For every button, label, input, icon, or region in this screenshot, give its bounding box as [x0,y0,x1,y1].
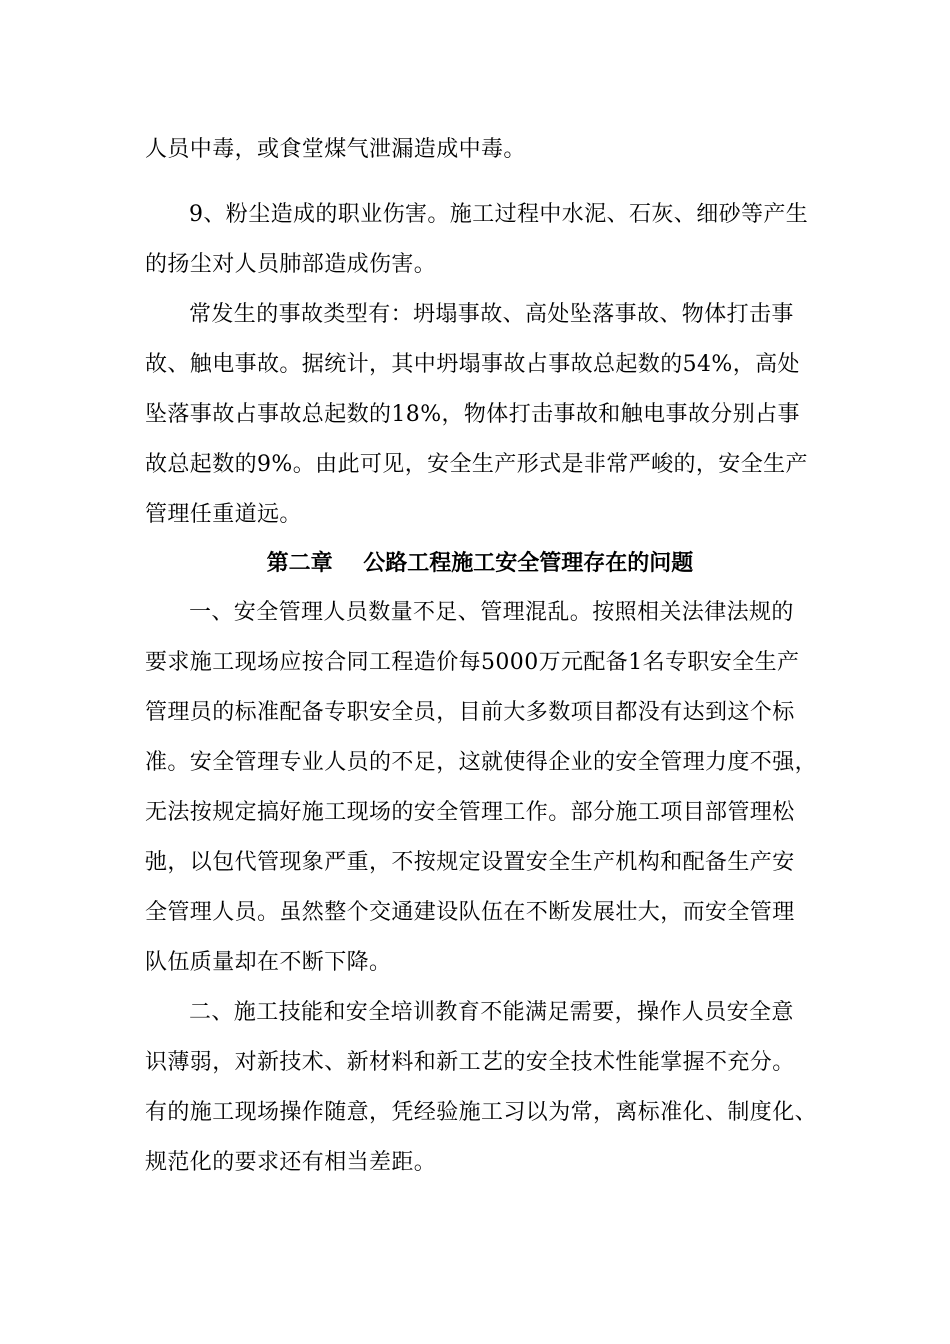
text-line: 人员中毒，或食堂煤气泄漏造成中毒。 [145,137,526,162]
text-line: 常发生的事故类型有：坍塌事故、高处坠落事故、物体打击事 [189,302,794,327]
text-line: 有的施工现场操作随意，凭经验施工习以为常，离标准化、制度化、 [145,1100,818,1125]
text-line: 队伍质量却在不断下降。 [145,950,392,975]
text-line: 全管理人员。虽然整个交通建设队伍在不断发展壮大，而安全管理 [145,900,795,925]
text-line: 管理员的标准配备专职安全员，目前大多数项目都没有达到这个标 [145,700,795,725]
text-line: 的扬尘对人员肺部造成伤害。 [145,252,437,277]
text-line: 规范化的要求还有相当差距。 [145,1150,437,1175]
text-line: 二、施工技能和安全培训教育不能满足需要，操作人员安全意 [189,1000,794,1025]
text-line: 9、粉尘造成的职业伤害。施工过程中水泥、石灰、细砂等产生 [189,202,809,227]
chapter-heading: 第二章 公路工程施工安全管理存在的问题 [266,550,694,576]
text-line: 识薄弱，对新技术、新材料和新工艺的安全技术性能掌握不充分。 [145,1050,795,1075]
text-line: 弛，以包代管现象严重，不按规定设置安全生产机构和配备生产安 [145,850,795,875]
text-line: 准。安全管理专业人员的不足，这就使得企业的安全管理力度不强， [145,750,818,775]
text-line: 故、触电事故。据统计，其中坍塌事故占事故总起数的54%，高处 [145,352,800,377]
text-line: 无法按规定搞好施工现场的安全管理工作。部分施工项目部管理松 [145,800,795,825]
text-line: 要求施工现场应按合同工程造价每5000万元配备1名专职安全生产 [145,650,800,675]
text-line: 故总起数的9%。由此可见，安全生产形式是非常严峻的，安全生产 [145,452,808,477]
text-line: 管理任重道远。 [145,502,302,527]
text-line: 坠落事故占事故总起数的18%，物体打击事故和触电事故分别占事 [145,402,800,427]
text-line: 一、安全管理人员数量不足、管理混乱。按照相关法律法规的 [189,600,794,625]
